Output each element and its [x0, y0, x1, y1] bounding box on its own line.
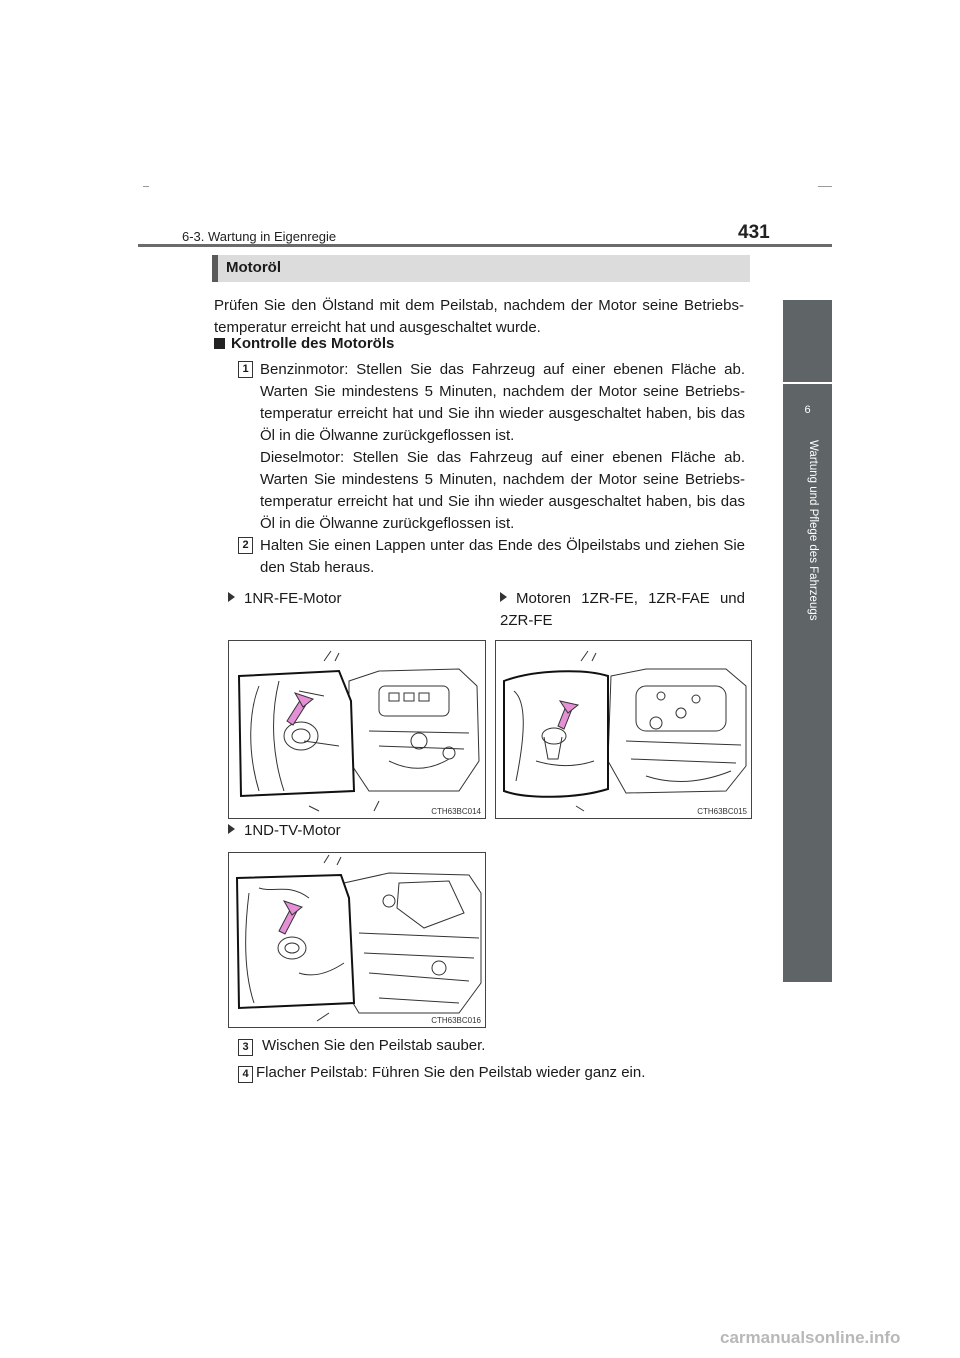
variant-label-text: 1ND-TV-Motor [244, 822, 341, 839]
step-2-text: Halten Sie einen Lappen unter das Ende des Ölpeilstabs und ziehen Sie den Stab heraus. [260, 537, 745, 576]
engine-illustration [496, 641, 751, 818]
section-heading: Motoröl [226, 259, 281, 276]
side-tab-number: 6 [804, 404, 811, 416]
square-bullet-icon [214, 338, 225, 349]
subheading [214, 335, 394, 352]
subheading-text: Kontrolle des Motoröls [231, 335, 395, 352]
figure-code: CTH63BC014 [431, 807, 481, 816]
variant-label-1 [228, 588, 342, 610]
triangle-bullet-icon [228, 592, 235, 602]
section-title: 6-3. Wartung in Eigenregie [182, 229, 337, 244]
side-tab-top [783, 300, 832, 382]
watermark: carmanualsonline.info [720, 1328, 901, 1347]
step-number-2: 2 [238, 537, 253, 554]
figure-1zr-fe [495, 640, 752, 819]
page-number: 431 [738, 222, 770, 243]
triangle-bullet-icon [228, 824, 235, 834]
step-number-4: 4 [238, 1066, 253, 1083]
variant-label-text: 1NR-FE-Motor [244, 590, 342, 607]
step-4-text: Flacher Peilstab: Führen Sie den Peilstab wieder ganz ein. [256, 1064, 646, 1081]
figure-code: CTH63BC016 [431, 1016, 481, 1025]
step-number-3: 3 [238, 1039, 253, 1056]
title-bar [212, 255, 750, 282]
triangle-bullet-icon [500, 592, 507, 602]
step-3-text: Wischen Sie den Peilstab sauber. [262, 1037, 486, 1054]
title-bar-accent [212, 255, 218, 282]
variant-label-2 [500, 588, 745, 632]
engine-illustration [229, 641, 485, 818]
step-1-text-diesel: Dieselmotor: Stellen Sie das Fahrzeug auf einer ebenen Fläche ab. Warten Sie mindestens 5 Minuten, nachdem der Motor seine Betriebs-temperatur erreicht hat und Sie ihn wieder ausgeschaltet haben, bis das Öl in die Ölwanne zurückgeflossen ist. [260, 449, 745, 532]
step-1-text: Benzinmotor: Stellen Sie das Fahrzeug auf einer ebenen Fläche ab. Warten Sie mindestens 5 Minuten, nachdem der Motor seine Betriebs-temperatur erreicht hat und Sie ihn wieder ausgeschaltet haben, bis das Öl in die Ölwanne zurückgeflossen ist. [260, 361, 745, 444]
engine-illustration [229, 853, 485, 1027]
figure-code: CTH63BC015 [697, 807, 747, 816]
variant-label-3 [228, 820, 341, 842]
variant-label-text: Motoren 1ZR-FE, 1ZR-FAE und 2ZR-FE [500, 590, 745, 629]
step-number-1: 1 [238, 361, 253, 378]
intro-paragraph: Prüfen Sie den Ölstand mit dem Peilstab, nachdem der Motor seine Betriebs-temperatur erreicht hat und ausgeschaltet wurde. [214, 297, 744, 336]
crop-mark-left [143, 186, 149, 187]
header-rule [138, 244, 832, 247]
side-tab-label: Wartung und Pflege des Fahrzeugs [807, 440, 819, 621]
figure-1nd-tv [228, 852, 486, 1028]
crop-mark-right [818, 186, 832, 187]
figure-1nr-fe [228, 640, 486, 819]
